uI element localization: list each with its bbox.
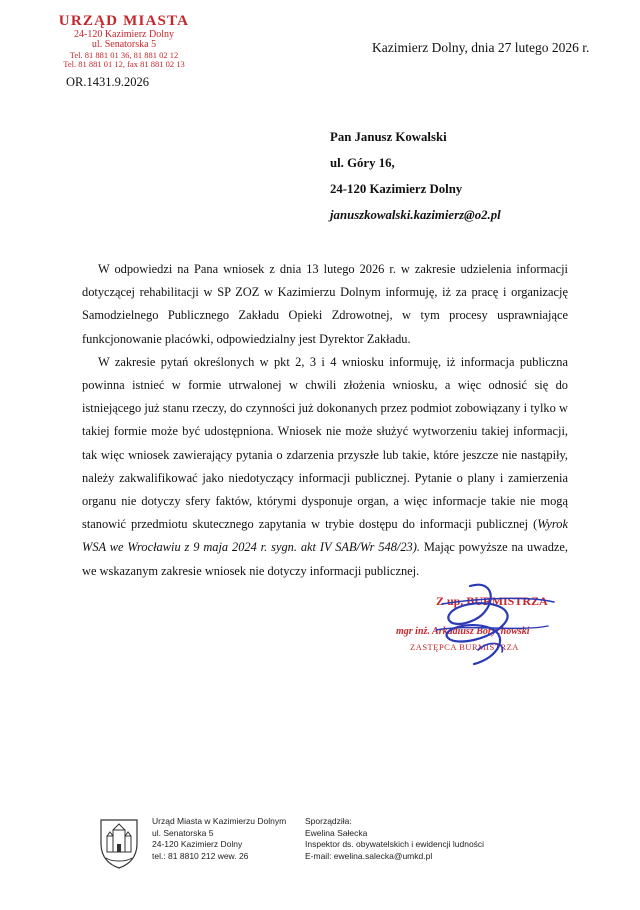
paragraph-2-text: W zakresie pytań określonych w pkt 2, 3 i 4 wniosku informuję, iż informacja publiczna powinna istnieć w formie utrwalonej w chwili złożenia wniosku, a więc odnosić się do istniejącego już stanu rzeczy, do czynności już dokonanych przez podmiot zobowiązany i tylko w takiej formie może być udostępniona. Wniosek nie może służyć wytworzeniu takiej informacji, tak więc wniosek zawierający pytania o zdarzenia przyszłe lub takie, które jeszcze nie nastąpiły, należy zakwalifikować jako niedotyczący informacji publicznej. Pytanie o plany i zamierzenia organu nie dotyczy sfery faktów, którymi dysponuje organ, a więc informacje takie nie mogą stanowić przedmiotu skutecznego zapytania w trybie dostępu do informacji publicznej ( bbox=[82, 354, 568, 532]
addressee-city: 24-120 Kazimierz Dolny bbox=[330, 182, 463, 196]
footer bbox=[0, 808, 640, 878]
on-behalf-label: Z up. BURMISTRZA bbox=[436, 594, 548, 608]
paragraph-2-closing: Mając powyższe na uwadze, we wskazanym zakresie wniosek nie dotyczy informacji publicznej. bbox=[82, 540, 568, 578]
signer-name: mgr inż. Arkadiusz Borychowski bbox=[396, 626, 530, 637]
reference-number: OR.1431.9.2026 bbox=[66, 75, 149, 89]
office-stamp bbox=[44, 14, 204, 69]
prepared-name: Ewelina Sałecka bbox=[305, 827, 368, 838]
office-street: ul. Senatorska 5 bbox=[91, 39, 157, 51]
town-crest-icon bbox=[98, 816, 140, 870]
footer-postal: 24-120 Kazimierz Dolny bbox=[152, 839, 243, 849]
signature-stamp bbox=[378, 580, 598, 670]
office-phone-1: Tel. 81 881 01 36, 81 881 02 12 bbox=[69, 49, 179, 60]
handwritten-signature-icon bbox=[378, 580, 598, 670]
signer-role: ZASTĘPCA BURMISTRZA bbox=[410, 642, 519, 652]
office-phone-2: Tel. 81 881 01 12, fax 81 881 02 13 bbox=[63, 58, 185, 69]
footer-office-name: Urząd Miasta w Kazimierzu Dolnym bbox=[152, 816, 287, 826]
footer-phone: tel.: 81 8810 212 wew. 26 bbox=[152, 850, 249, 861]
date-line: Kazimierz Dolny, dnia 27 lutego 2026 r. bbox=[372, 40, 590, 55]
footer-prepared-by bbox=[305, 816, 484, 862]
prepared-email[interactable]: E-mail: ewelina.salecka@umkd.pl bbox=[305, 850, 433, 861]
prepared-label: Sporządziła: bbox=[305, 816, 352, 826]
prepared-role: Inspektor ds. obywatelskich i ewidencji ludności bbox=[305, 839, 485, 849]
addressee-block bbox=[330, 124, 501, 228]
paragraph-1: W odpowiedzi na Pana wniosek z dnia 13 lutego 2026 r. w zakresie udzielenia informacji dotyczącej rehabilitacji w SP ZOZ w Kazimierzu Dolnym informuję, iż za pracę i organizację Samodzielnego Publicznego Zakładu Opieki Zdrowotnej, w tym procesy usprawniające funkcjonowanie placówki, odpowiedzialny jest Dyrektor Zakładu. bbox=[82, 262, 568, 346]
paragraph-2 bbox=[82, 351, 568, 583]
addressee-email: januszkowalski.kazimierz@o2.pl bbox=[330, 208, 501, 222]
addressee-street: ul. Góry 16, bbox=[330, 156, 395, 170]
letter-body bbox=[82, 258, 568, 583]
footer-office-info bbox=[152, 816, 286, 862]
court-citation: Wyrok WSA we Wrocławiu z 9 maja 2024 r. sygn. akt IV SAB/Wr 548/23). bbox=[82, 517, 568, 555]
office-title: URZĄD MIASTA bbox=[58, 13, 190, 29]
addressee-name: Pan Janusz Kowalski bbox=[330, 130, 447, 144]
office-postal: 24-120 Kazimierz Dolny bbox=[74, 28, 174, 40]
footer-street: ul. Senatorska 5 bbox=[152, 827, 214, 838]
